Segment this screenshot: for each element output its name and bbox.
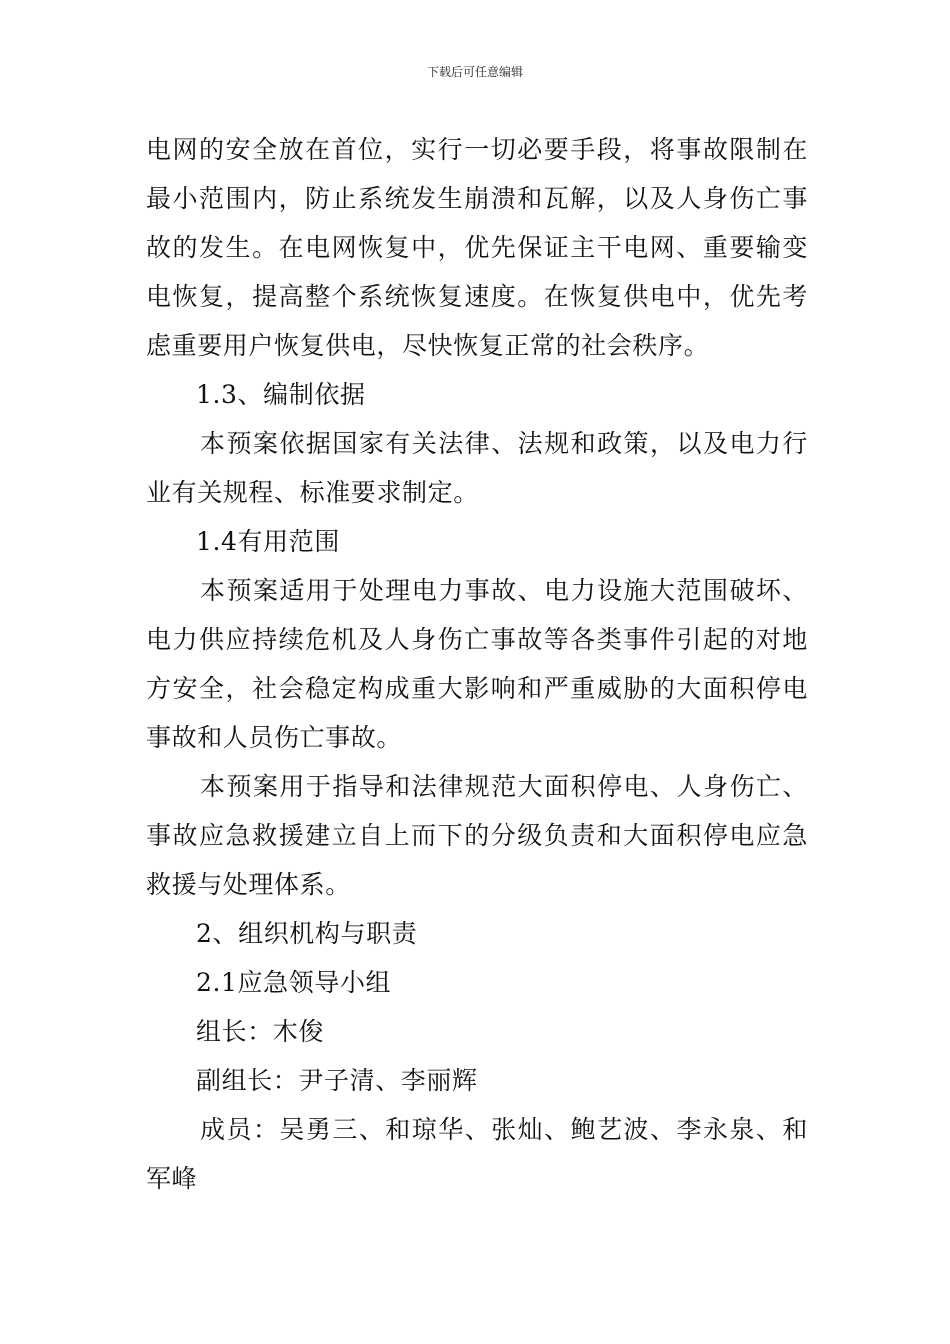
paragraph-scope-2: 本预案用于指导和法律规范大面积停电、人身伤亡、事故应急救援建立自上而下的分级负责和大面积停电应急救援与处理体系。: [146, 772, 808, 899]
document-body: [146, 125, 808, 1203]
section-heading-2: 2、组织机构与职责: [196, 919, 418, 948]
team-leader: 组长：木俊: [196, 1017, 325, 1046]
team-deputy-leaders: 副组长：尹子清、李丽辉: [196, 1066, 478, 1095]
page-header-note: 下载后可任意编辑: [426, 65, 523, 79]
section-heading-2-1: 2.1应急领导小组: [196, 968, 392, 997]
paragraph-principles: 电网的安全放在首位，实行一切必要手段，将事故限制在最小范围内，防止系统发生崩溃和瓦解，以及人身伤亡事故的发生。在电网恢复中，优先保证主干电网、重要输变电恢复，提高整个系统恢复速度。在恢复供电中，优先考虑重要用户恢复供电，尽快恢复正常的社会秩序。: [146, 135, 808, 360]
paragraph-scope-1: 本预案适用于处理电力事故、电力设施大范围破坏、电力供应持续危机及人身伤亡事故等各类事件引起的对地方安全，社会稳定构成重大影响和严重威胁的大面积停电事故和人员伤亡事故。: [146, 576, 808, 752]
paragraph-basis: 本预案依据国家有关法律、法规和政策，以及电力行业有关规程、标准要求制定。: [146, 429, 808, 507]
section-heading-1-3: 1.3、编制依据: [196, 380, 366, 409]
team-members: 成员：吴勇三、和琼华、张灿、鲍艺波、李永泉、和军峰: [146, 1115, 808, 1193]
section-heading-1-4: 1.4有用范围: [196, 527, 340, 556]
